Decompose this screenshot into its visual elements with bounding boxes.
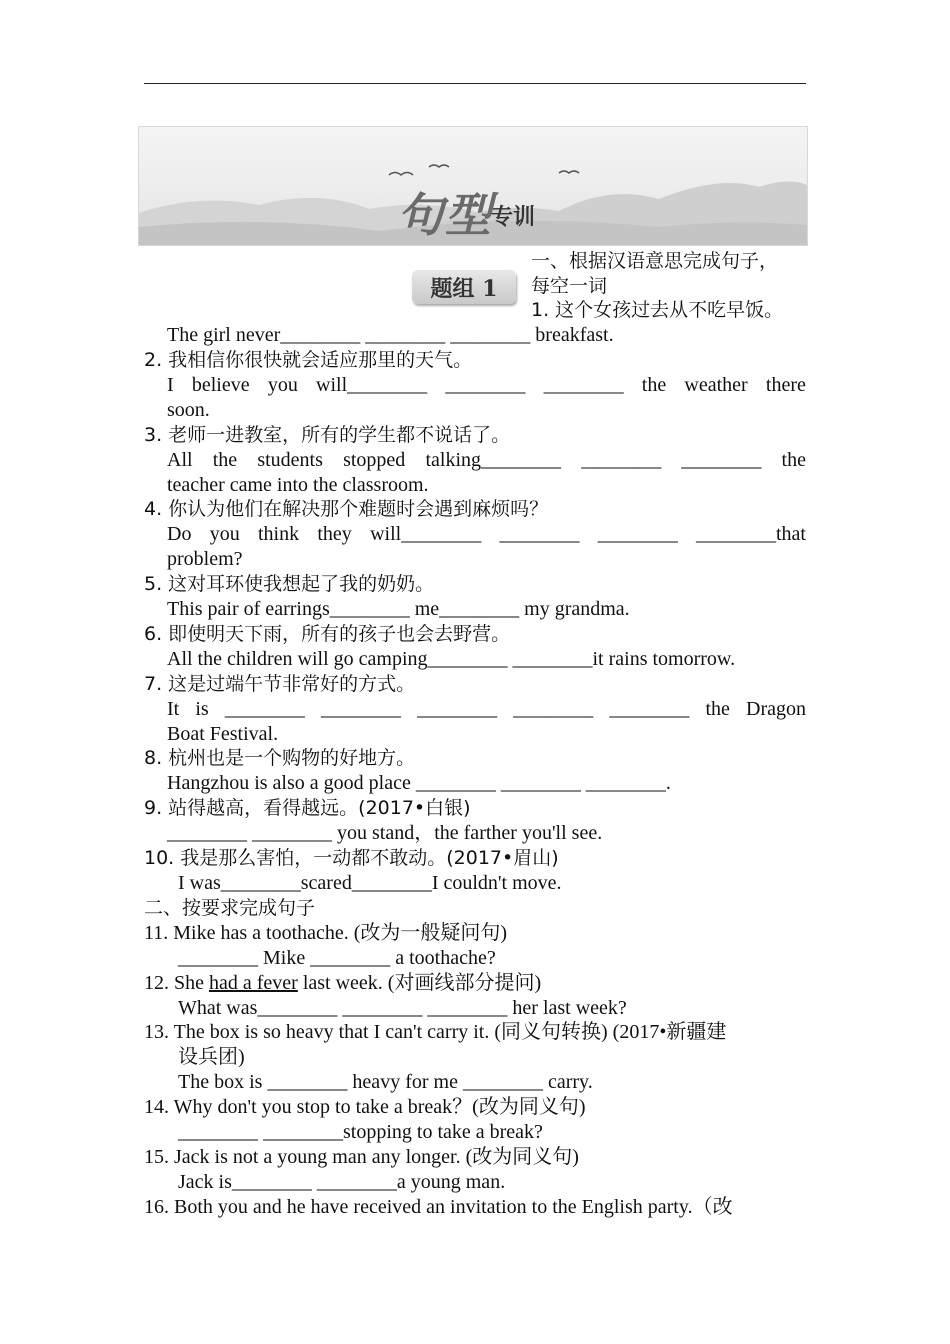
banner-title: 句型 <box>397 188 493 242</box>
q5-english: This pair of earrings________ me________ my grandma. <box>167 598 630 620</box>
underlined-phrase: had a fever <box>209 972 298 994</box>
q2-english-cont: soon. <box>167 399 210 421</box>
q14-answer: ________ ________stopping to take a break? <box>178 1121 543 1143</box>
q3-english: All the students stopped talking________ ________ ________ the <box>167 449 806 471</box>
q11-question: 11. Mike has a toothache. (改为一般疑问句) <box>144 922 508 944</box>
q15-question: 15. Jack is not a young man any longer. (改为同义句) <box>144 1146 579 1168</box>
q10-chinese: 10. 我是那么害怕，一动都不敢动。(2017•眉山) <box>144 847 559 869</box>
section1-heading: 一、根据汉语意思完成句子， <box>531 250 779 272</box>
section2-heading: 二、按要求完成句子 <box>144 897 316 919</box>
q9-chinese: 9. 站得越高，看得越远。(2017•白银) <box>144 797 471 819</box>
q7-english: It is ________ ________ ________ ________ ________ the Dragon <box>167 698 806 720</box>
q7-chinese: 7. 这是过端午节非常好的方式。 <box>144 673 416 695</box>
q1-chinese: 1. 这个女孩过去从不吃早饭。 <box>531 299 784 321</box>
q3-english-cont: teacher came into the classroom. <box>167 474 429 496</box>
q14-question: 14. Why don't you stop to take a break？(改为同义句) <box>144 1096 586 1118</box>
q8-english: Hangzhou is also a good place ________ ________ ________. <box>167 772 671 794</box>
q8-chinese: 8. 杭州也是一个购物的好地方。 <box>144 747 416 769</box>
q13-answer: The box is ________ heavy for me ________ carry. <box>178 1071 593 1093</box>
q11-answer: ________ Mike ________ a toothache? <box>178 947 496 969</box>
header-rule <box>144 83 806 84</box>
section1-heading-cont: 每空一词 <box>531 275 608 297</box>
q7-english-cont: Boat Festival. <box>167 723 279 745</box>
q3-chinese: 3. 老师一进教室，所有的学生都不说话了。 <box>144 424 511 446</box>
q4-english: Do you think they will________ ________ ________ ________that <box>167 523 806 545</box>
q16-question: 16. Both you and he have received an invitation to the English party.（改 <box>144 1196 733 1218</box>
q2-chinese: 2. 我相信你很快就会适应那里的天气。 <box>144 349 473 371</box>
q1-english: The girl never________ ________ ________ breakfast. <box>167 324 614 346</box>
banner-subtitle: 专训 <box>491 205 536 230</box>
q13-question-cont: 设兵团) <box>178 1046 245 1068</box>
q2-english: I believe you will________ ________ ________ the weather there <box>167 374 806 396</box>
q4-chinese: 4. 你认为他们在解决那个难题时会遇到麻烦吗？ <box>144 498 549 520</box>
q5-chinese: 5. 这对耳环使我想起了我的奶奶。 <box>144 573 435 595</box>
q13-question: 13. The box is so heavy that I can't carry it. (同义句转换) (2017•新疆建 <box>144 1021 727 1043</box>
group-badge: 题组 1 <box>412 270 516 304</box>
q4-english-cont: problem? <box>167 548 243 570</box>
q10-english: I was________scared________I couldn't move. <box>178 872 562 894</box>
q9-english: ________ ________ you stand，the farther you'll see. <box>167 822 603 844</box>
q6-english: All the children will go camping________ ________it rains tomorrow. <box>167 648 736 670</box>
q12-question: 12. She had a fever last week. (对画线部分提问) <box>144 972 542 994</box>
q6-chinese: 6. 即使明天下雨，所有的孩子也会去野营。 <box>144 623 511 645</box>
section-banner <box>138 126 808 246</box>
q12-answer: What was________ ________ ________ her last week? <box>178 997 627 1019</box>
q15-answer: Jack is________ ________a young man. <box>178 1171 506 1193</box>
